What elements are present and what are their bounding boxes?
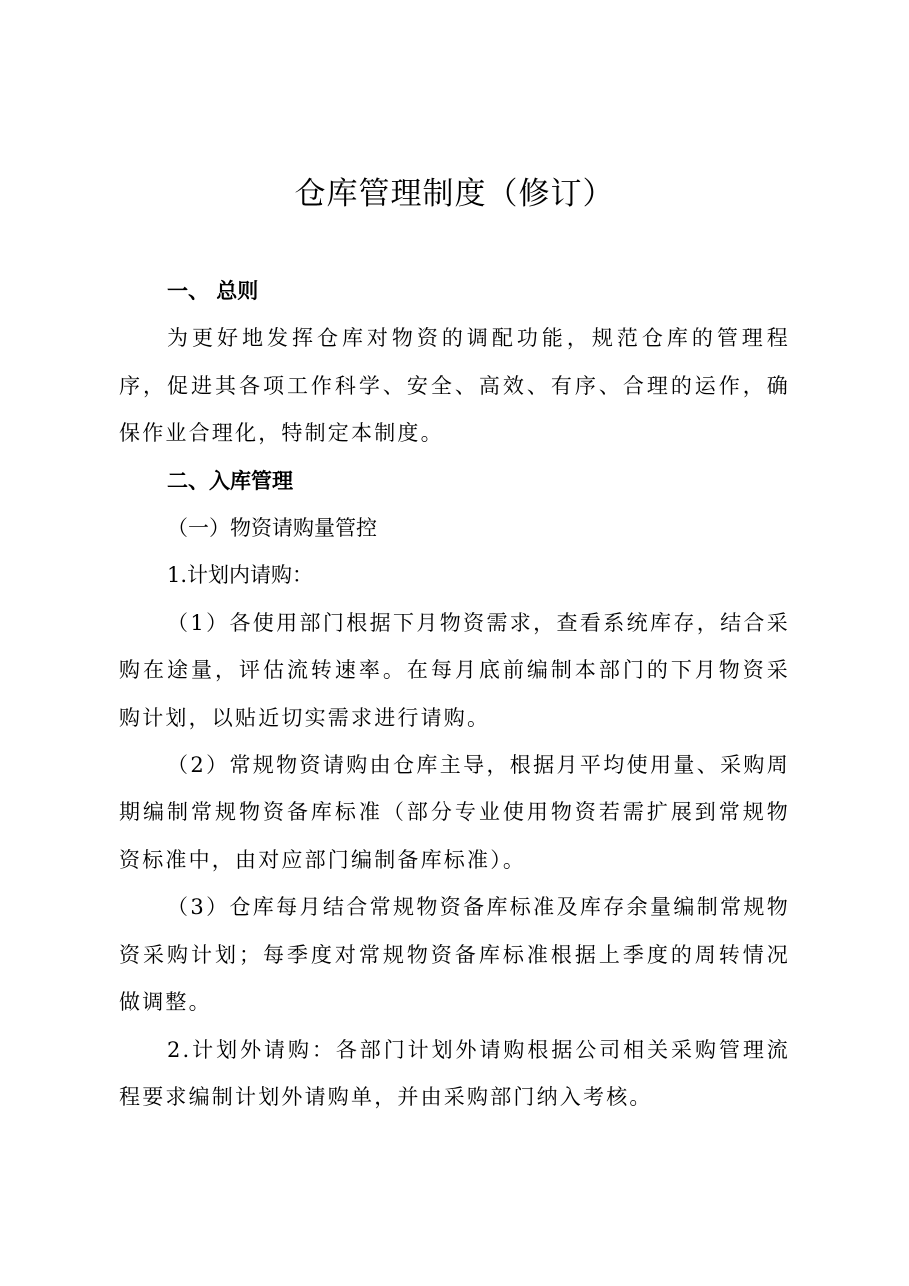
- paragraph-item-1-2: （2）常规物资请购由仓库主导，根据月平均使用量、采购周期编制常规物资备库标准（部分专业使用物资若需扩展到常规物资标准中，由对应部门编制备库标准）。: [119, 753, 790, 872]
- document-body: [119, 268, 790, 1121]
- subsection-heading-purchase-control: （一）物资请购量管控: [167, 516, 377, 541]
- item-planned-purchase: 1.计划内请购：: [167, 563, 314, 588]
- paragraph-general: 为更好地发挥仓库对物资的调配功能，规范仓库的管理程序，促进其各项工作科学、安全、高效、有序、合理的运作，确保作业合理化，特制定本制度。: [119, 326, 790, 446]
- section-heading-general: 一、 总则: [167, 279, 259, 303]
- paragraph-item-1-3: （3）仓库每月结合常规物资备库标准及库存余量编制常规物资采购计划；每季度对常规物资备库标准根据上季度的周转情况做调整。: [119, 895, 790, 1015]
- section-heading-inbound: 二、入库管理: [167, 468, 293, 493]
- paragraph-item-1-1: （1）各使用部门根据下月物资需求，查看系统库存，结合采购在途量，评估流转速率。在每月底前编制本部门的下月物资采购计划，以贴近切实需求进行请购。: [119, 610, 790, 730]
- document-title: 仓库管理制度（修订）: [294, 176, 615, 212]
- paragraph-item-2: 2.计划外请购：各部门计划外请购根据公司相关采购管理流程要求编制计划外请购单，并由采购部门纳入考核。: [119, 1037, 790, 1109]
